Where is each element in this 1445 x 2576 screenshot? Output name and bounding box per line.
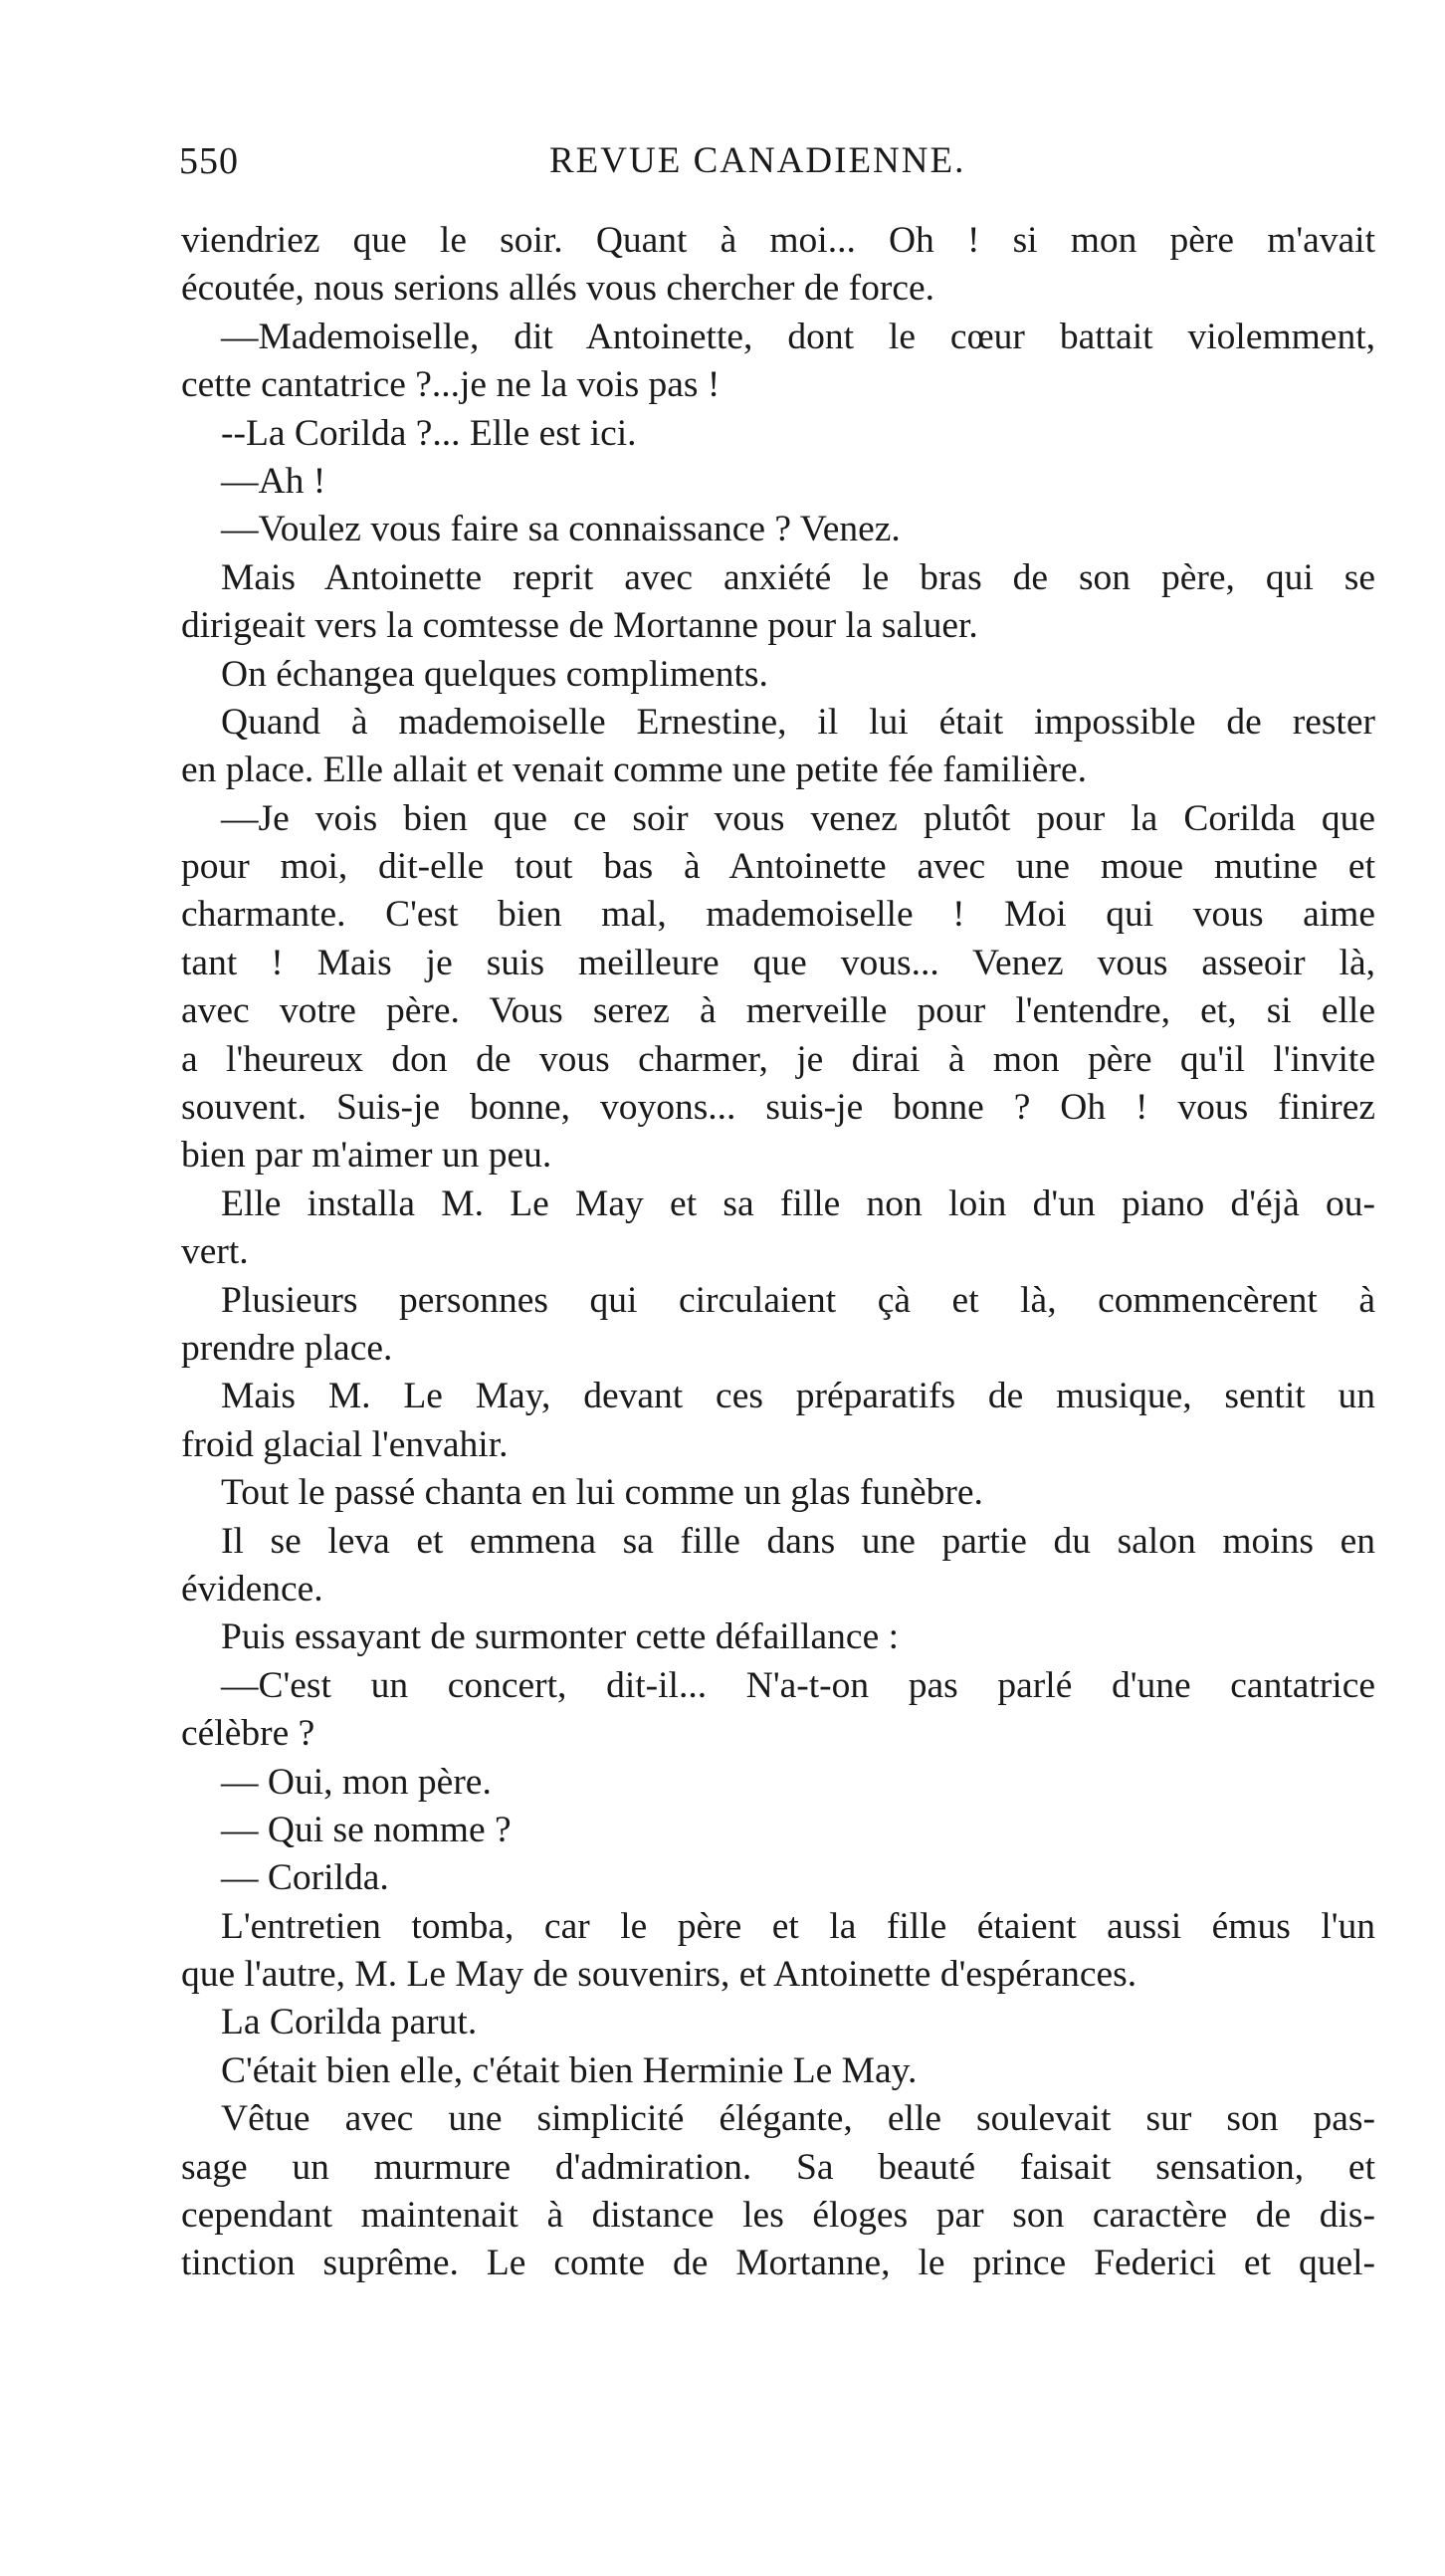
- body-text: [181, 217, 1375, 2288]
- text-line: C'était bien elle, c'était bien Herminie Le May.: [221, 2049, 918, 2091]
- text-line: — Qui se nomme ?: [221, 1809, 512, 1850]
- text-line: L'entretien tomba, car le père et la fille étaient aussi émus l'un: [221, 1905, 1375, 1947]
- text-line: cependant maintenait à distance les éloges par son caractère de dis-: [181, 2195, 1375, 2237]
- text-line: dirigeait vers la comtesse de Mortanne pour la saluer.: [181, 605, 978, 647]
- text-line: — Oui, mon père.: [221, 1761, 492, 1803]
- text-line: souvent. Suis-je bonne, voyons... suis-je bonne ? Oh ! vous finirez: [181, 1087, 1375, 1129]
- text-line: évidence.: [181, 1568, 323, 1610]
- text-line: Il se leva et emmena sa fille dans une partie du salon moins en: [221, 1520, 1375, 1562]
- text-line: célèbre ?: [181, 1713, 315, 1755]
- text-line: en place. Elle allait et venait comme une petite fée familière.: [181, 750, 1087, 791]
- text-line: bien par m'aimer un peu.: [181, 1135, 552, 1177]
- text-line: charmante. C'est bien mal, mademoiselle ! Moi qui vous aime: [181, 894, 1375, 936]
- text-line: —Ah !: [221, 460, 326, 502]
- text-line: sage un murmure d'admiration. Sa beauté faisait sensation, et: [181, 2146, 1375, 2188]
- text-line: a l'heureux don de vous charmer, je dirai à mon père qu'il l'invite: [181, 1038, 1375, 1080]
- text-line: viendriez que le soir. Quant à moi... Oh ! si mon père m'avait: [181, 220, 1375, 261]
- text-line: pour moi, dit-elle tout bas à Antoinette avec une moue mutine et: [181, 846, 1375, 888]
- text-line: — Corilda.: [221, 1857, 389, 1899]
- text-line: —C'est un concert, dit-il... N'a-t-on pas parlé d'une cantatrice: [221, 1664, 1375, 1706]
- text-line: --La Corilda ?... Elle est ici.: [221, 412, 637, 454]
- text-line: Tout le passé chanta en lui comme un glas funèbre.: [221, 1472, 983, 1514]
- text-line: Puis essayant de surmonter cette défaillance :: [221, 1616, 900, 1658]
- text-line: prendre place.: [181, 1327, 393, 1369]
- text-line: —Voulez vous faire sa connaissance ? Venez.: [221, 509, 901, 550]
- text-line: écoutée, nous serions allés vous chercher de force.: [181, 268, 934, 310]
- text-line: —Je vois bien que ce soir vous venez plutôt pour la Corilda que: [221, 797, 1375, 839]
- text-line: Vêtue avec une simplicité élégante, elle soulevait sur son pas-: [221, 2098, 1375, 2140]
- text-line: Elle installa M. Le May et sa fille non loin d'un piano d'éjà ou-: [221, 1182, 1375, 1224]
- page-number: 550: [179, 140, 239, 182]
- text-line: que l'autre, M. Le May de souvenirs, et Antoinette d'espérances.: [181, 1954, 1137, 1996]
- text-line: tant ! Mais je suis meilleure que vous... Venez vous asseoir là,: [181, 942, 1375, 983]
- text-line: Plusieurs personnes qui circulaient çà et là, commencèrent à: [221, 1279, 1375, 1321]
- text-line: vert.: [181, 1231, 249, 1273]
- text-line: On échangea quelques compliments.: [221, 653, 768, 695]
- text-line: Mais M. Le May, devant ces préparatifs de musique, sentit un: [221, 1376, 1375, 1417]
- text-line: La Corilda parut.: [221, 2002, 478, 2043]
- text-line: Mais Antoinette reprit avec anxiété le bras de son père, qui se: [221, 556, 1375, 598]
- text-line: —Mademoiselle, dit Antoinette, dont le cœur battait violemment,: [221, 316, 1375, 357]
- text-line: froid glacial l'envahir.: [181, 1423, 509, 1465]
- text-line: cette cantatrice ?...je ne la vois pas !: [181, 364, 721, 406]
- text-line: avec votre père. Vous serez à merveille pour l'entendre, et, si elle: [181, 990, 1375, 1032]
- text-line: tinction suprême. Le comte de Mortanne, le prince Federici et quel-: [181, 2243, 1375, 2284]
- running-title: REVUE CANADIENNE.: [549, 140, 966, 181]
- page-header: [179, 139, 1383, 199]
- text-line: Quand à mademoiselle Ernestine, il lui était impossible de rester: [221, 701, 1375, 743]
